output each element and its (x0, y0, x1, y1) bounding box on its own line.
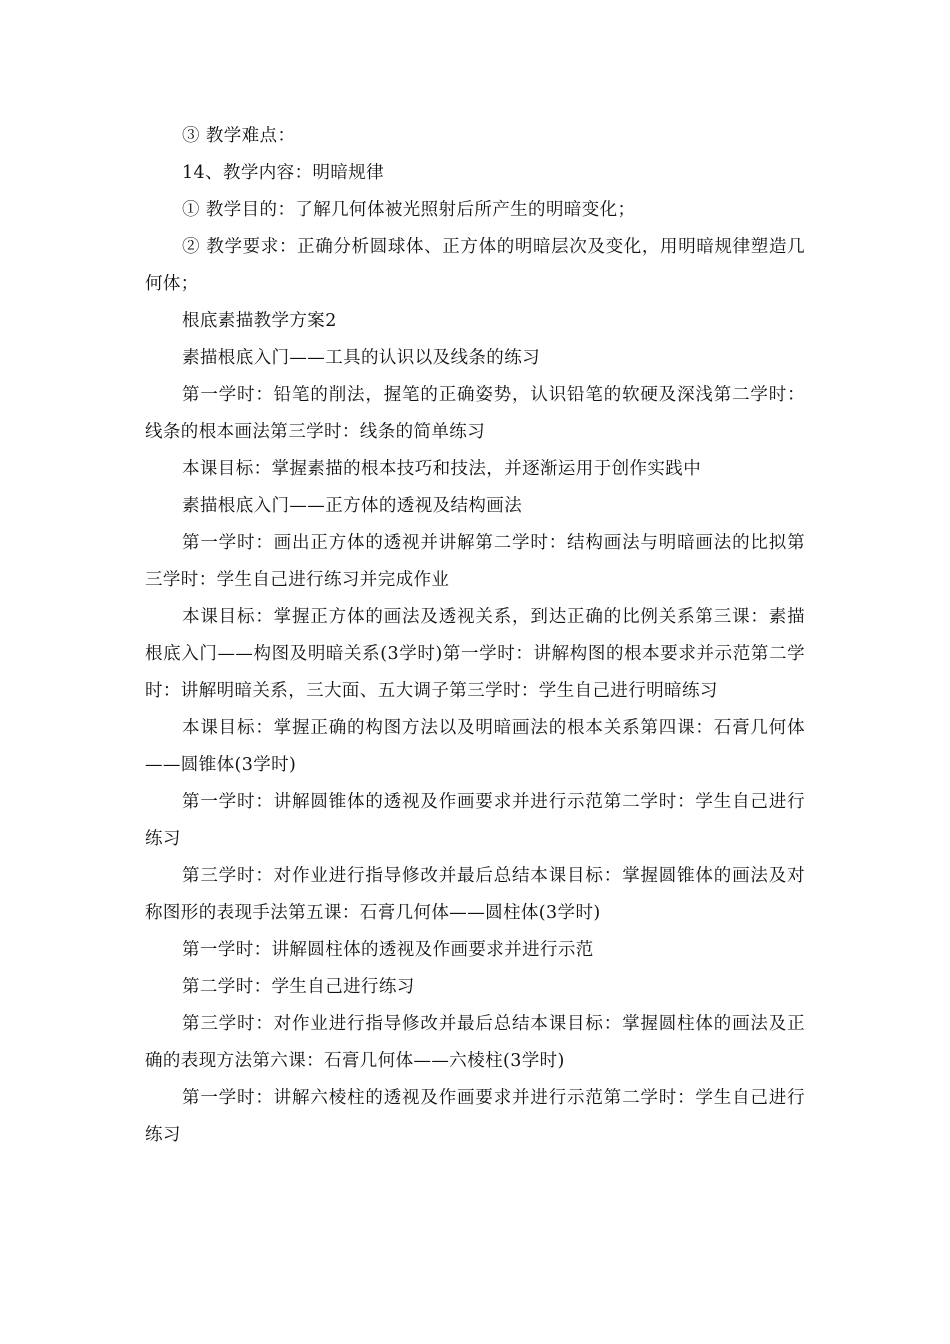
paragraph-lesson4-periods: 第一学时：讲解圆锥体的透视及作画要求并进行示范第二学时：学生自己进行练习 (145, 792, 805, 849)
paragraph-teaching-difficulty: ③ 教学难点： (182, 126, 296, 146)
paragraph-lesson2-periods: 第一学时：画出正方体的透视并讲解第二学时：结构画法与明暗画法的比拟第三学时：学生自己进行练习并完成作业 (145, 533, 805, 590)
paragraph-lesson5-goal: 第三学时：对作业进行指导修改并最后总结本课目标：掌握圆柱体的画法及正确的表现方法第六课：石膏几何体——六棱柱(3学时) (145, 1014, 805, 1071)
paragraph-lesson1-periods: 第一学时：铅笔的削法，握笔的正确姿势，认识铅笔的软硬及深浅第二学时：线条的根本画法第三学时：线条的简单练习 (145, 385, 805, 442)
paragraph-lesson5-period2: 第二学时：学生自己进行练习 (182, 977, 415, 997)
paragraph-plan-title: 根底素描教学方案2 (182, 311, 337, 331)
paragraph-lesson-tools-lines: 素描根底入门——工具的认识以及线条的练习 (182, 348, 540, 368)
paragraph-content-14: 14、教学内容：明暗规律 (182, 163, 385, 183)
paragraph-lesson4-goal: 第三学时：对作业进行指导修改并最后总结本课目标：掌握圆锥体的画法及对称图形的表现手法第五课：石膏几何体——圆柱体(3学时) (145, 866, 805, 923)
paragraph-lesson2-goal: 本课目标：掌握正方体的画法及透视关系，到达正确的比例关系第三课：素描根底入门——构图及明暗关系(3学时)第一学时：讲解构图的根本要求并示范第二学时：讲解明暗关系，三大面、五大调子第三学时：学生自己进行明暗练习 (145, 607, 805, 701)
paragraph-lesson5-period1: 第一学时：讲解圆柱体的透视及作画要求并进行示范 (182, 940, 594, 960)
paragraph-lesson3-goal: 本课目标：掌握正确的构图方法以及明暗画法的根本关系第四课：石膏几何体——圆锥体(3学时) (145, 718, 805, 775)
paragraph-lesson-cube: 素描根底入门——正方体的透视及结构画法 (182, 496, 523, 516)
paragraph-teaching-requirement: ② 教学要求：正确分析圆球体、正方体的明暗层次及变化，用明暗规律塑造几何体； (145, 237, 805, 294)
paragraph-lesson6-periods: 第一学时：讲解六棱柱的透视及作画要求并进行示范第二学时：学生自己进行练习 (145, 1088, 805, 1145)
paragraph-teaching-purpose: ① 教学目的：了解几何体被光照射后所产生的明暗变化； (182, 200, 636, 220)
paragraph-lesson1-goal: 本课目标：掌握素描的根本技巧和技法，并逐渐运用于创作实践中 (182, 459, 702, 479)
document-body (145, 118, 805, 1154)
